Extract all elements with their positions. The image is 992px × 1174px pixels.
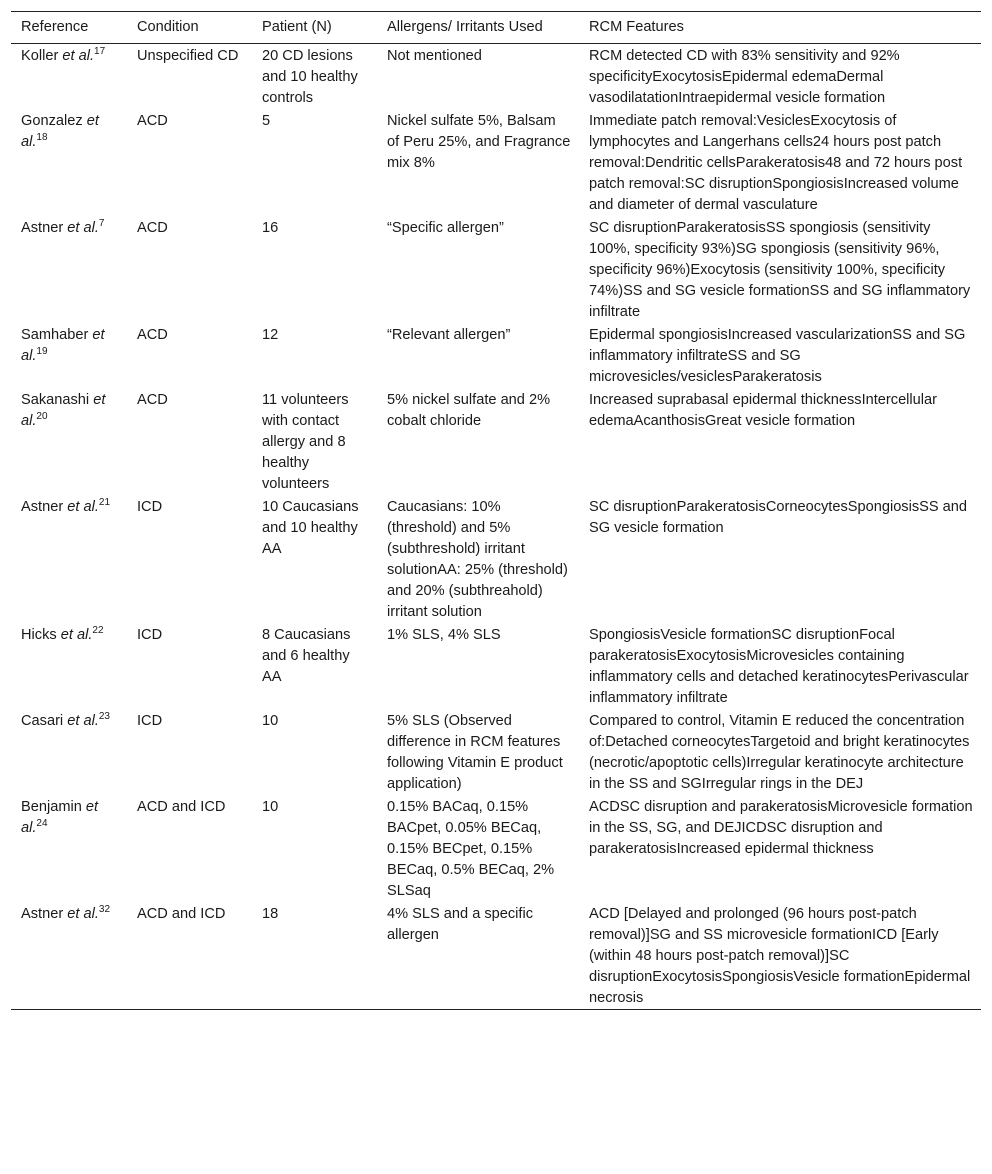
reference-author: Sakanashi bbox=[21, 392, 90, 408]
header-condition: Condition bbox=[137, 19, 199, 35]
condition-cell: ICD bbox=[137, 713, 163, 729]
citation-number: 24 bbox=[36, 818, 48, 830]
header-row bbox=[11, 12, 981, 44]
citation-number: 17 bbox=[94, 46, 106, 58]
condition-cell: ICD bbox=[137, 627, 163, 643]
reference-et-al: et al. bbox=[62, 48, 95, 64]
reference-cell bbox=[11, 902, 127, 1010]
patient-cell: 12 bbox=[262, 327, 279, 343]
patient-cell: 5 bbox=[262, 113, 271, 129]
citation-number: 22 bbox=[92, 625, 104, 637]
rcm-features-cell: Compared to control, Vitamin E reduced the concentration of:Detached corneocytesTargetoid and bright keratinocytes (necrotic/apoptotic cells)Irregular keratinocyte architecture in the SS and SGIrregular rings in the DEJ bbox=[589, 713, 970, 792]
citation-number: 32 bbox=[98, 904, 111, 916]
rcm-features-cell: ACD [Delayed and prolonged (96 hours post-patch removal)]SG and SS microvesicle formationICD [Early (within 48 hours post-patch removal)]SC disruptionExocytosisSpongiosisVesicle formationEpidermal necrosis bbox=[589, 906, 971, 1006]
condition-cell: ACD bbox=[137, 327, 168, 343]
allergens-cell: Caucasians: 10% (threshold) and 5% (subthreshold) irritant solutionAA: 25% (threshold) and 20% (subthreahold) irritant solution bbox=[387, 499, 568, 620]
rcm-features-cell: SC disruptionParakeratosisCorneocytesSpongiosisSS and SG vesicle formation bbox=[589, 499, 968, 536]
table-row bbox=[11, 795, 981, 902]
patient-cell: 10 Caucasians and 10 healthy AA bbox=[262, 499, 359, 557]
citation-number: 20 bbox=[36, 411, 48, 423]
reference-author: Koller bbox=[21, 48, 59, 64]
condition-cell: ACD bbox=[137, 392, 168, 408]
table-header bbox=[11, 12, 981, 44]
reference-author: Astner bbox=[21, 220, 64, 236]
patient-cell: 10 bbox=[262, 713, 279, 729]
condition-cell: Unspecified CD bbox=[137, 48, 239, 64]
reference-author: Samhaber bbox=[21, 327, 89, 343]
reference-cell bbox=[11, 323, 127, 388]
rcm-features-cell: Immediate patch removal:VesiclesExocytosis of lymphocytes and Langerhans cells24 hours post patch removal:Dendritic cellsParakeratosis48 and 72 hours post patch removal:SC disruptionSpongiosisIncreased volume and diameter of dermal vasculature bbox=[589, 113, 963, 213]
table-row bbox=[11, 709, 981, 795]
allergens-cell: 5% nickel sulfate and 2% cobalt chloride bbox=[387, 392, 551, 429]
header-reference: Reference bbox=[21, 19, 89, 35]
reference-cell bbox=[11, 623, 127, 709]
table-row bbox=[11, 216, 981, 323]
patient-cell: 18 bbox=[262, 906, 279, 922]
table-row bbox=[11, 388, 981, 495]
reference-author: Gonzalez bbox=[21, 113, 83, 129]
table-row bbox=[11, 902, 981, 1010]
reference-et-al: et al. bbox=[67, 906, 99, 922]
reference-et-al: et al. bbox=[67, 499, 99, 515]
rcm-features-cell: Increased suprabasal epidermal thicknessIntercellular edemaAcanthosisGreat vesicle formation bbox=[589, 392, 937, 429]
reference-cell bbox=[11, 495, 127, 623]
allergens-cell: 5% SLS (Observed difference in RCM features following Vitamin E product application) bbox=[387, 713, 563, 792]
table-body bbox=[11, 44, 981, 1010]
reference-et-al: et al. bbox=[21, 392, 106, 429]
allergens-cell: Nickel sulfate 5%, Balsam of Peru 25%, and Fragrance mix 8% bbox=[387, 113, 571, 171]
rcm-features-table bbox=[11, 11, 981, 1010]
citation-number: 18 bbox=[36, 132, 48, 144]
allergens-cell: “Relevant allergen” bbox=[387, 327, 511, 343]
patient-cell: 11 volunteers with contact allergy and 8 healthy volunteers bbox=[262, 392, 349, 492]
allergens-cell: 4% SLS and a specific allergen bbox=[387, 906, 534, 943]
patient-cell: 10 bbox=[262, 799, 279, 815]
header-patient: Patient (N) bbox=[262, 19, 332, 35]
condition-cell: ACD and ICD bbox=[137, 906, 226, 922]
reference-et-al: et al. bbox=[21, 113, 99, 150]
reference-author: Casari bbox=[21, 713, 64, 729]
citation-number: 23 bbox=[98, 711, 110, 723]
table-row bbox=[11, 44, 981, 110]
allergens-cell: 1% SLS, 4% SLS bbox=[387, 627, 501, 643]
reference-et-al: et al. bbox=[60, 627, 93, 643]
reference-et-al: et al. bbox=[21, 799, 99, 836]
citation-number: 21 bbox=[98, 497, 111, 509]
table-row bbox=[11, 323, 981, 388]
condition-cell: ACD bbox=[137, 220, 168, 236]
reference-cell bbox=[11, 109, 127, 216]
rcm-features-cell: ACDSC disruption and parakeratosisMicrovesicle formation in the SS, SG, and DEJICDSC disruption and parakeratosisIncreased epidermal thickness bbox=[589, 799, 973, 857]
citation-number: 7 bbox=[98, 218, 105, 230]
condition-cell: ACD bbox=[137, 113, 168, 129]
reference-cell bbox=[11, 216, 127, 323]
reference-cell bbox=[11, 709, 127, 795]
reference-cell bbox=[11, 795, 127, 902]
patient-cell: 20 CD lesions and 10 healthy controls bbox=[262, 48, 358, 106]
patient-cell: 8 Caucasians and 6 healthy AA bbox=[262, 627, 351, 685]
table-row bbox=[11, 495, 981, 623]
reference-author: Astner bbox=[21, 499, 64, 515]
reference-author: Astner bbox=[21, 906, 64, 922]
allergens-cell: Not mentioned bbox=[387, 48, 482, 64]
rcm-features-cell: SpongiosisVesicle formationSC disruptionFocal parakeratosisExocytosisMicrovesicles containing inflammatory cells and detached keratinocytesPerivascular inflammatory infiltrate bbox=[589, 627, 969, 706]
reference-author: Hicks bbox=[21, 627, 57, 643]
condition-cell: ACD and ICD bbox=[137, 799, 226, 815]
reference-et-al: et al. bbox=[67, 220, 99, 236]
header-allergens: Allergens/ Irritants Used bbox=[387, 19, 543, 35]
table-row bbox=[11, 109, 981, 216]
rcm-features-cell: RCM detected CD with 83% sensitivity and 92% specificityExocytosisEpidermal edemaDermal vasodilatationIntraepidermal vesicle formation bbox=[589, 48, 900, 106]
reference-et-al: et al. bbox=[21, 327, 105, 364]
allergens-cell: 0.15% BACaq, 0.15% BACpet, 0.05% BECaq, 0.15% BECpet, 0.15% BECaq, 0.5% BECaq, 2% SLSaq bbox=[387, 799, 555, 899]
reference-cell bbox=[11, 44, 127, 110]
allergens-cell: “Specific allergen” bbox=[387, 220, 504, 236]
header-rcm-features: RCM Features bbox=[589, 19, 684, 35]
condition-cell: ICD bbox=[137, 499, 163, 515]
citation-number: 19 bbox=[36, 346, 48, 358]
patient-cell: 16 bbox=[262, 220, 279, 236]
reference-cell bbox=[11, 388, 127, 495]
reference-author: Benjamin bbox=[21, 799, 82, 815]
reference-et-al: et al. bbox=[67, 713, 99, 729]
rcm-features-cell: SC disruptionParakeratosisSS spongiosis (sensitivity 100%, specificity 93%)SG spongiosis (sensitivity 96%, specificity 96%)Exocytosis (sensitivity 100%, specificity 74%)SS and SG vesicle formationSS and SG inflammatory infiltrate bbox=[589, 220, 971, 320]
rcm-features-cell: Epidermal spongiosisIncreased vascularizationSS and SG inflammatory infiltrateSS and SG microvesicles/vesiclesParakeratosis bbox=[589, 327, 966, 385]
table-row bbox=[11, 623, 981, 709]
